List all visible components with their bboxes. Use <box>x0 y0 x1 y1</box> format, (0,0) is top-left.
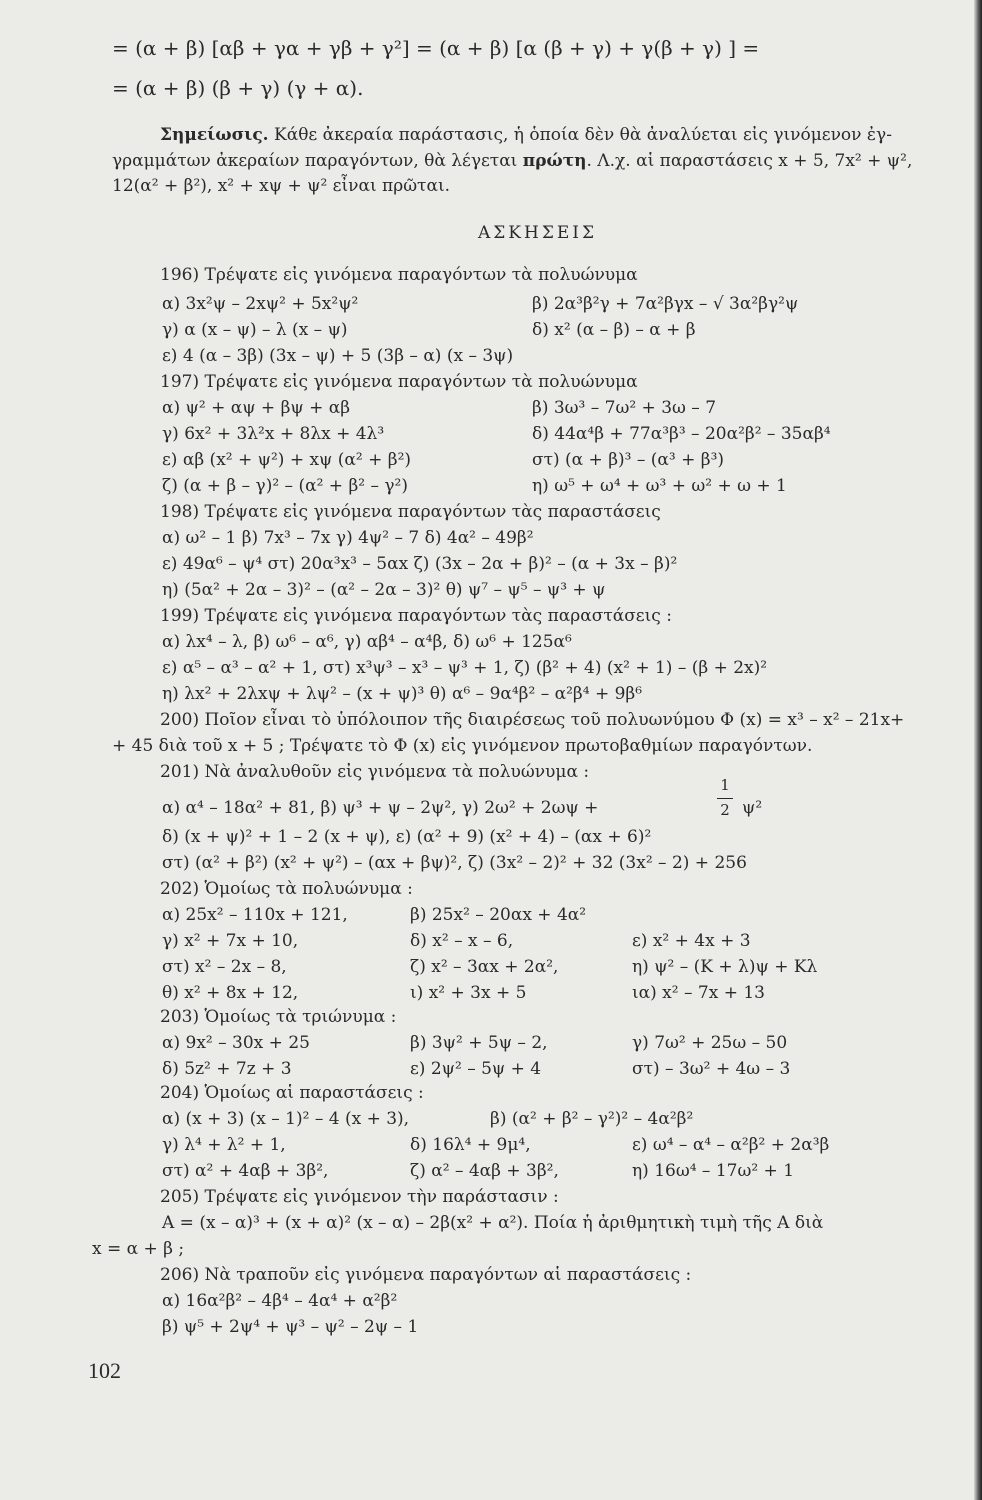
exercise-197-d: δ) 44α⁴β + 77α³β³ – 20α²β² – 35αβ⁴ <box>532 424 831 444</box>
exercise-203-b: β) 3ψ² + 5ψ – 2, <box>410 1033 548 1053</box>
exercise-196-b: β) 2α³β²γ + 7α²βγx – √ 3α²βγ²ψ <box>532 294 799 314</box>
exercise-196: 196) Τρέψατε εἰς γινόμενα παραγόντων τὰ πολυώνυμα <box>160 265 638 285</box>
exercise-205-line-2: x = α + β ; <box>92 1239 185 1259</box>
exercise-198-a: α) ω² – 1 β) 7x³ – 7x γ) 4ψ² – 7 δ) 4α² – 49β² <box>162 528 534 548</box>
note-text-2a: γραμμάτων ἀκεραίων παραγόντων, θὰ λέγεται <box>112 151 523 171</box>
exercise-204: 204) Ὁμοίως αἱ παραστάσεις : <box>160 1083 424 1103</box>
exercise-202: 202) Ὁμοίως τὰ πολυώνυμα : <box>160 879 413 899</box>
equation-line-1: = (α + β) [αβ + γα + γβ + γ²] = (α + β) [α (β + γ) + γ(β + γ) ] = <box>112 36 760 60</box>
exercise-197: 197) Τρέψατε εἰς γινόμενα παραγόντων τὰ πολυώνυμα <box>160 372 638 392</box>
exercise-204-a: α) (x + 3) (x – 1)² – 4 (x + 3), <box>162 1109 410 1129</box>
exercise-196-a: α) 3x²ψ – 2xψ² + 5x²ψ² <box>162 294 359 314</box>
exercise-204-g: γ) λ⁴ + λ² + 1, <box>162 1135 286 1155</box>
exercise-202-st: στ) x² – 2x – 8, <box>162 957 287 977</box>
exercise-202-z: ζ) x² – 3αx + 2α², <box>410 957 559 977</box>
exercise-197-g: γ) 6x² + 3λ²x + 8λx + 4λ³ <box>162 424 385 444</box>
exercise-197-h: η) ω⁵ + ω⁴ + ω³ + ω² + ω + 1 <box>532 476 787 496</box>
exercise-198-h: η) (5α² + 2α – 3)² – (α² – 2α – 3)² θ) ψ⁷ – ψ⁵ – ψ³ + ψ <box>162 580 606 600</box>
exercise-203-st: στ) – 3ω² + 4ω – 3 <box>632 1059 791 1079</box>
equation-line-2: = (α + β) (β + γ) (γ + α). <box>112 76 364 100</box>
fraction-numerator: 1 <box>720 776 730 794</box>
note-line-2 <box>112 150 912 172</box>
exercise-199-a: α) λx⁴ – λ, β) ω⁶ – α⁶, γ) αβ⁴ – α⁴β, δ) ω⁶ + 125α⁶ <box>162 632 572 652</box>
exercise-200-line-1: 200) Ποῖον εἶναι τὸ ὑπόλοιπον τῆς διαιρέσεως τοῦ πολυωνύμου Φ (x) = x³ – x² – 21x+ <box>160 710 905 730</box>
note-line-3: 12(α² + β²), x² + xψ + ψ² εἶναι πρῶται. <box>112 176 451 196</box>
note-text-1: Κάθε ἀκεραία παράστασις, ἡ ὁποία δὲν θὰ ἀναλύεται εἰς γινόμενον ἐγ- <box>268 125 892 145</box>
exercise-196-g: γ) α (x – ψ) – λ (x – ψ) <box>162 320 348 340</box>
exercise-203-a: α) 9x² – 30x + 25 <box>162 1033 310 1053</box>
exercise-203-e: ε) 2ψ² – 5ψ + 4 <box>410 1059 542 1079</box>
exercise-199-e: ε) α⁵ – α³ – α² + 1, στ) x³ψ³ – x³ – ψ³ + 1, ζ) (β² + 4) (x² + 1) – (β + 2x)² <box>162 658 768 678</box>
exercise-204-b: β) (α² + β² – γ²)² – 4α²β² <box>490 1109 694 1129</box>
fraction-denominator: 2 <box>720 801 730 819</box>
exercise-204-z: ζ) α² – 4αβ + 3β², <box>410 1161 559 1181</box>
exercise-205: 205) Τρέψατε εἰς γινόμενον τὴν παράστασιν : <box>160 1187 559 1207</box>
exercise-202-g: γ) x² + 7x + 10, <box>162 931 299 951</box>
page-number: 102 <box>88 1358 121 1383</box>
exercise-204-st: στ) α² + 4αβ + 3β², <box>162 1161 329 1181</box>
exercise-197-b: β) 3ω³ – 7ω² + 3ω – 7 <box>532 398 717 418</box>
fraction-bar <box>717 798 733 799</box>
exercise-202-d: δ) x² – x – 6, <box>410 931 514 951</box>
exercise-201-d: δ) (x + ψ)² + 1 – 2 (x + ψ), ε) (α² + 9) (x² + 4) – (αx + 6)² <box>162 827 652 847</box>
exercise-197-e: ε) αβ (x² + ψ²) + xψ (α² + β²) <box>162 450 412 470</box>
exercise-202-h: η) ψ² – (Κ + λ)ψ + Κλ <box>632 957 818 977</box>
note-label: Σημείωσις. <box>160 125 269 145</box>
exercise-196-e: ε) 4 (α – 3β) (3x – ψ) + 5 (3β – α) (x – 3ψ) <box>162 346 514 366</box>
exercise-204-h: η) 16ω⁴ – 17ω² + 1 <box>632 1161 795 1181</box>
note-text-2c: . Λ.χ. αἱ παραστάσεις x + 5, 7x² + ψ², <box>586 151 913 171</box>
exercise-202-th: θ) x² + 8x + 12, <box>162 983 299 1003</box>
exercise-202-ia: ια) x² – 7x + 13 <box>632 983 765 1003</box>
exercises-heading: ΑΣΚΗΣΕΙΣ <box>478 223 597 243</box>
exercise-204-d: δ) 16λ⁴ + 9μ⁴, <box>410 1135 531 1155</box>
exercise-197-z: ζ) (α + β – γ)² – (α² + β² – γ²) <box>162 476 409 496</box>
exercise-206-a: α) 16α²β² – 4β⁴ – 4α⁴ + α²β² <box>162 1291 398 1311</box>
exercise-203-d: δ) 5z² + 7z + 3 <box>162 1059 292 1079</box>
exercise-197-a: α) ψ² + αψ + βψ + αβ <box>162 398 351 418</box>
exercise-204-e: ε) ω⁴ – α⁴ – α²β² + 2α³β <box>632 1135 830 1155</box>
exercise-202-i: ι) x² + 3x + 5 <box>410 983 527 1003</box>
exercise-205-line-1: A = (x – α)³ + (x + α)² (x – α) – 2β(x² + α²). Ποία ἡ ἀριθμητικὴ τιμὴ τῆς Α διὰ <box>162 1213 824 1233</box>
exercise-198: 198) Τρέψατε εἰς γινόμενα παραγόντων τὰς παραστάσεις <box>160 502 661 522</box>
exercise-202-e: ε) x² + 4x + 3 <box>632 931 751 951</box>
exercise-201: 201) Νὰ ἀναλυθοῦν εἰς γινόμενα τὰ πολυώνυμα : <box>160 762 590 782</box>
exercise-199-h: η) λx² + 2λxψ + λψ² – (x + ψ)³ θ) α⁶ – 9α⁴β² – α²β⁴ + 9β⁶ <box>162 684 643 704</box>
note-line-1 <box>160 124 892 146</box>
note-term-prime: πρώτη <box>522 151 587 171</box>
exercise-201-a: α) α⁴ – 18α² + 81, β) ψ³ + ψ – 2ψ², γ) 2ω² + 2ωψ + <box>162 798 599 818</box>
exercise-196-d: δ) x² (α – β) – α + β <box>532 320 696 340</box>
exercise-201-a-end: ψ² <box>742 798 763 818</box>
exercise-197-st: στ) (α + β)³ – (α³ + β³) <box>532 450 725 470</box>
exercise-203-g: γ) 7ω² + 25ω – 50 <box>632 1033 788 1053</box>
exercise-202-b: β) 25x² – 20αx + 4α² <box>410 905 587 925</box>
page-edge-shadow <box>974 0 982 1500</box>
exercise-199: 199) Τρέψατε εἰς γινόμενα παραγόντων τὰς παραστάσεις : <box>160 606 672 626</box>
exercise-202-a: α) 25x² – 110x + 121, <box>162 905 348 925</box>
exercise-198-e: ε) 49α⁶ – ψ⁴ στ) 20α³x³ – 5αx ζ) (3x – 2α + β)² – (α + 3x – β)² <box>162 554 678 574</box>
exercise-201-st: στ) (α² + β²) (x² + ψ²) – (αx + βψ)², ζ) (3x² – 2)² + 32 (3x² – 2) + 256 <box>162 853 747 873</box>
exercise-200-line-2: + 45 διὰ τοῦ x + 5 ; Τρέψατε τὸ Φ (x) εἰς γινόμενον πρωτοβαθμίων παραγόντων. <box>112 736 813 756</box>
exercise-206-b: β) ψ⁵ + 2ψ⁴ + ψ³ – ψ² – 2ψ – 1 <box>162 1317 419 1337</box>
exercise-203: 203) Ὁμοίως τὰ τριώνυμα : <box>160 1007 397 1027</box>
exercise-206: 206) Νὰ τραποῦν εἰς γινόμενα παραγόντων αἱ παραστάσεις : <box>160 1265 692 1285</box>
